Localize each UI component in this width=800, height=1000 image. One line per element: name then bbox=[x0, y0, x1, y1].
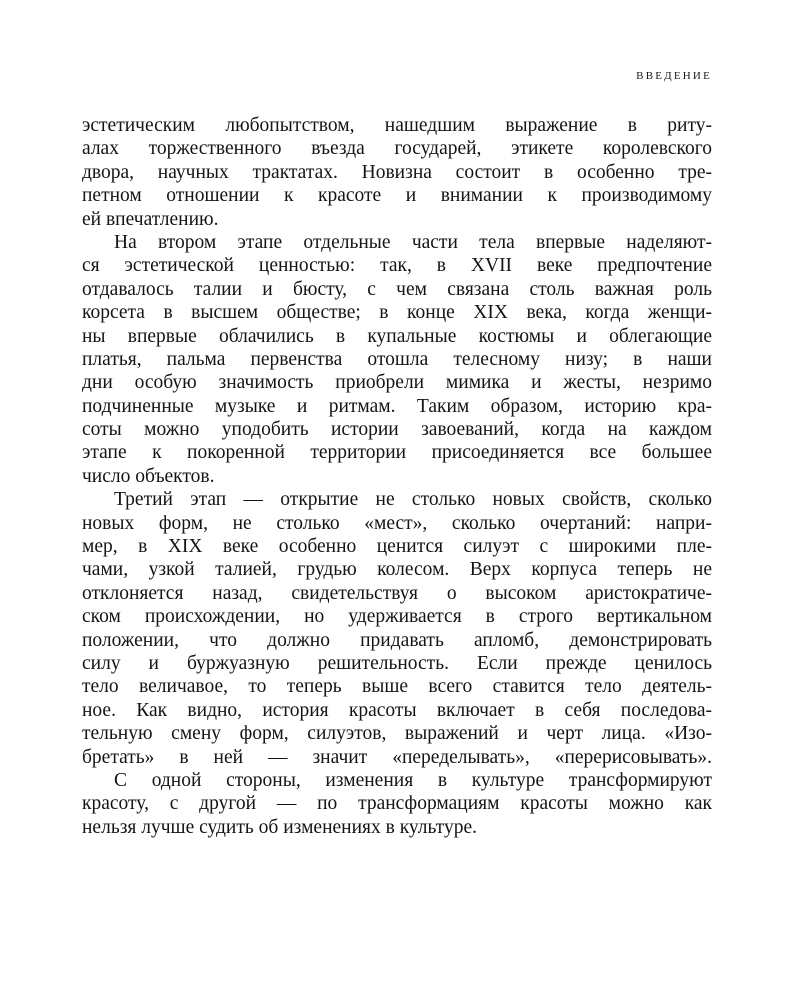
text-line: новых форм, не столько «мест», сколько очертаний: напри- bbox=[82, 512, 712, 534]
text-line: тельную смену форм, силуэтов, выражений и черт лица. «Изо- bbox=[82, 723, 712, 745]
text-line: этапе к покоренной территории присоединяется все большее bbox=[82, 442, 712, 464]
text-line: алах торжественного въезда государей, этикете королевского bbox=[82, 138, 712, 160]
text-line: число объектов. bbox=[82, 465, 215, 487]
text-line: эстетическим любопытством, нашедшим выражение в риту- bbox=[82, 115, 712, 136]
text-line: дни особую значимость приобрели мимика и жесты, незримо bbox=[82, 372, 712, 394]
text-line: тело величавое, то теперь выше всего ставится тело деятель- bbox=[82, 676, 712, 698]
paragraph-start-line: На втором этапе отдельные части тела впервые наделяют- bbox=[114, 231, 712, 253]
text-line: отдавалось талии и бюсту, с чем связана столь важная роль bbox=[82, 278, 712, 300]
text-line: корсета в высшем обществе; в конце XIX века, когда женщи- bbox=[82, 302, 712, 324]
text-line: петном отношении к красоте и внимании к производимому bbox=[82, 185, 712, 207]
paragraph-start-line: С одной стороны, изменения в культуре трансформируют bbox=[114, 769, 712, 791]
text-line: отклоняется назад, свидетельствуя о высоком аристократиче- bbox=[82, 582, 712, 604]
text-line: нельзя лучше судить об изменениях в культуре. bbox=[82, 816, 477, 838]
text-line: двора, научных трактатах. Новизна состоит в особенно тре- bbox=[82, 161, 712, 183]
text-line: ся эстетической ценностью: так, в XVII веке предпочтение bbox=[82, 255, 712, 277]
text-line: ском происхождении, но удерживается в строго вертикальном bbox=[82, 606, 712, 628]
text-line: бретать» в ней — значит «переделывать», «перерисовывать». bbox=[82, 746, 712, 768]
text-line: подчиненные музыке и ритмам. Таким образом, историю кра- bbox=[82, 395, 712, 417]
text-line: мер, в XIX веке особенно ценится силуэт с широкими пле- bbox=[82, 536, 712, 558]
text-line: положении, что должно придавать апломб, демонстрировать bbox=[82, 629, 712, 651]
text-line: чами, узкой талией, грудью колесом. Верх корпуса теперь не bbox=[82, 559, 712, 581]
running-head: ВВЕДЕНИЕ bbox=[636, 70, 712, 82]
text-line: ны впервые облачились в купальные костюмы и облегающие bbox=[82, 325, 712, 347]
text-line: ей впечатлению. bbox=[82, 208, 219, 230]
text-line: платья, пальма первенства отошла телесному низу; в наши bbox=[82, 348, 712, 370]
text-line: соты можно уподобить истории завоеваний, когда на каждом bbox=[82, 419, 712, 441]
body-text bbox=[82, 114, 712, 839]
paragraph-start-line: Третий этап — открытие не столько новых свойств, сколько bbox=[114, 489, 712, 511]
text-line: ное. Как видно, история красоты включает в себя последова- bbox=[82, 699, 712, 721]
text-line: красоту, с другой — по трансформациям красоты можно как bbox=[82, 793, 712, 815]
text-line: силу и буржуазную решительность. Если прежде ценилось bbox=[82, 652, 712, 674]
